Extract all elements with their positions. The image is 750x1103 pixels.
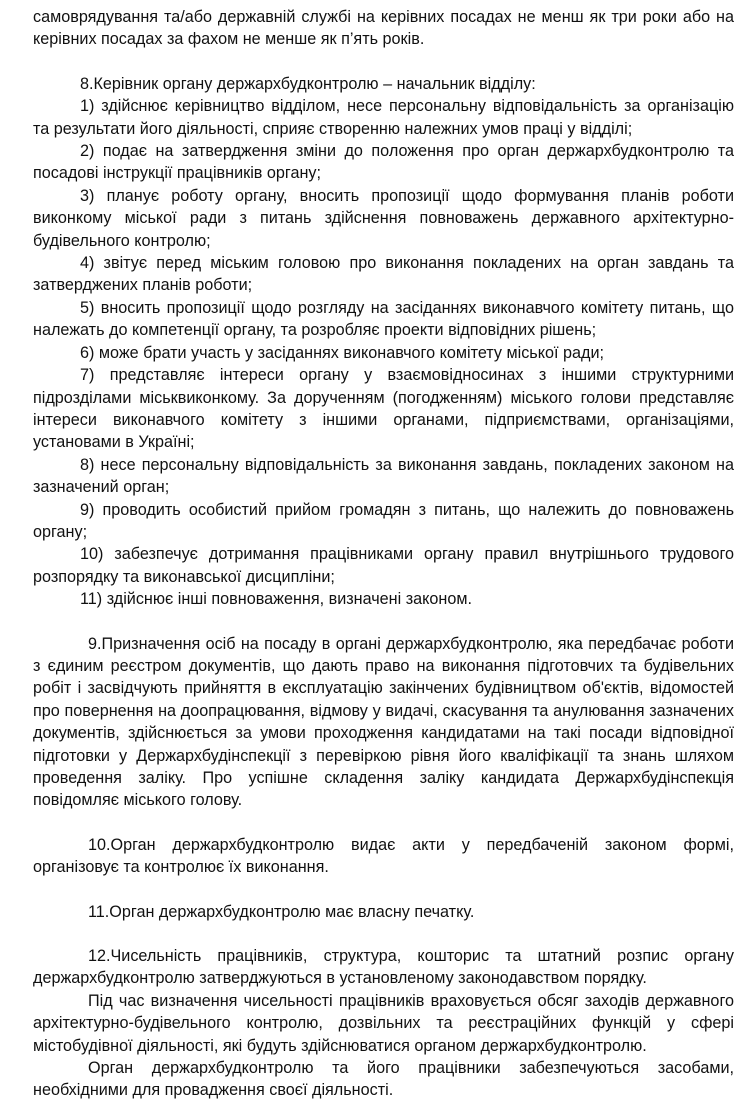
section-8-item: 5) вносить пропозиції щодо розгляду на засіданнях виконавчого комітету питань, що належать до компетенції органу, та розробляє проекти відповідних рішень; [33,298,734,340]
section-12-resources-paragraph: Орган держархбудконтролю та його працівники забезпечуються засобами, необхідними для провадження своєї діяльності. [33,1059,734,1100]
section-9-paragraph: 9.Призначення осіб на посаду в органі держархбудконтролю, яка передбачає роботи з єдиним реєстром документів, що дають право на виконання підготовчих та будівельних робіт і засвідчують прийняття в експлуатацію закінчених будівництвом об'єктів, відомостей про повернення на доопрацювання, відмову у видачі, скасування та анулювання зазначених документів, здійснюється за умови проходження кандидатами на такі посади відповідної підготовки у Держархбудінспекції з перевіркою рівня його кваліфікації та знань шляхом проведення заліку. Про успішне складення заліку кандидата Держархбудінспекція повідомляє міського голову. [33,634,734,810]
section-8-item: 4) звітує перед міським головою про виконання покладених на орган завдань та затверджених планів роботи; [33,254,734,295]
section-8-item: 11) здійснює інші повноваження, визначені законом. [80,590,472,609]
section-8-heading: 8.Керівник органу держархбудконтролю – начальник відділу: [80,74,536,93]
section-8-item: 1) здійснює керівництво відділом, несе персональну відповідальність за організацію та результати його діяльності, сприяє створенню належних умов праці у відділі; [33,97,734,138]
section-12-staffing-paragraph: Під час визначення чисельності працівників враховується обсяг заходів державного архітектурно-будівельного контролю, дозвільних та реєстраційних функцій у сфері містобудівної діяльності, які будуть здійснюватися органом держархбудконтролю. [33,991,734,1055]
section-8-item: 7) представляє інтереси органу у взаємовідносинах з іншими структурними підрозділами міськвиконкому. За дорученням (погодженням) міського голови представляє інтереси виконавчого комітету з іншими органами, підприємствами, організаціями, установами в Україні; [33,366,734,452]
section-8-item: 3) планує роботу органу, вносить пропозиції щодо формування планів роботи виконкому міської ради з питань здійснення повноважень державного архітектурно-будівельного контролю; [33,186,734,250]
section-8-item: 10) забезпечує дотримання працівниками органу правил внутрішнього трудового розпорядку та виконавської дисципліни; [33,545,734,586]
section-11-paragraph: 11.Орган держархбудконтролю має власну печатку. [88,902,475,921]
section-8-item: 9) проводить особистий прийом громадян з питань, що належить до повноважень органу; [33,500,734,541]
section-8-item: 8) несе персональну відповідальність за виконання завдань, покладених законом на зазначений орган; [33,455,734,497]
section-8-item: 6) може брати участь у засіданнях виконавчого комітету міської ради; [80,343,604,362]
section-8-item: 2) подає на затвердження зміни до положення про орган держархбудконтролю та посадові інструкції працівників органу; [33,142,734,183]
section-8-list [33,95,734,610]
top-paragraph: самоврядування та/або державній службі на керівних посадах не менш як три роки або на керівних посадах за фахом не менше як п’ять років. [33,8,734,49]
section-10-paragraph: 10.Орган держархбудконтролю видає акти у передбаченій законом формі, організовує та контролює їх виконання. [33,835,734,877]
section-12-paragraph: 12.Чисельність працівників, структура, кошторис та штатний розпис органу держархбудконтролю затверджуються в установленому законодавством порядку. [33,947,734,988]
